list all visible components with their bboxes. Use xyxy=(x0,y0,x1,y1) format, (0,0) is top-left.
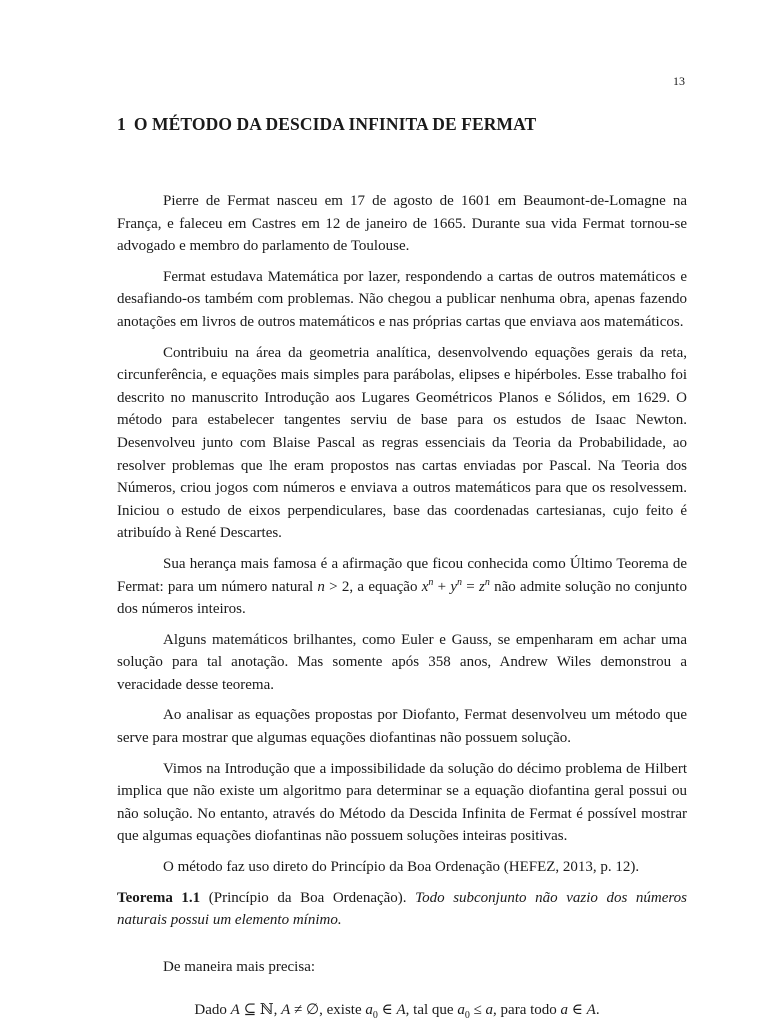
paragraph-last-theorem: Sua herança mais famosa é a afirmação que ficou conhecida como Último Teorema de Fermat: para um número natural n > 2, a equação $x^n + y^n = z^n$ não admite solução no conjunto dos números inteiros. xyxy=(117,555,687,618)
page-number: 13 xyxy=(673,74,685,88)
precise-intro: De maneira mais precisa: xyxy=(163,958,316,975)
paragraph-euler-gauss: Alguns matemáticos brilhantes, como Euler e Gauss, se empenharam em achar uma solução para tal anotação. Mas somente após 358 anos, Andrew Wiles demonstrou a veracidade desse teorema. xyxy=(117,631,687,693)
chapter-title xyxy=(117,114,536,135)
paragraph-contributions: Contribuiu na área da geometria analítica, desenvolvendo equações gerais da reta, circunferência, e equações mais simples para parábolas, elipses e hipérboles. Esse trabalho foi descrito no manuscrito Introdução aos Lugares Geométricos Planos e Sólidos, em 1629. O método para estabelecer tangentes serviu de base para os estudos de Isaac Newton. Desenvolveu junto com Blaise Pascal as regras essenciais da Teoria da Probabilidade, ao resolver problemas que lhe eram propostos nas cartas enviadas por Pascal. Na Teoria dos Números, criou jogos com números e enviava a outros matemáticos para que os resolvessem. Iniciou o estudo de eixos perpendiculares, base das coordenadas cartesianas, cujo feito é atribuído à René Descartes. xyxy=(117,344,687,542)
paragraph-hilbert: Vimos na Introdução que a impossibilidade da solução do décimo problema de Hilbert implica que não existe um algoritmo para determinar se a equação diofantina geral possui ou não solução. No entanto, através do Método da Descida Infinita de Fermat é possível mostrar que algumas equações diofantinas não possuem soluções inteiras positivas. xyxy=(117,760,687,845)
display-formula: Dado A ⊆ ℕ, A ≠ ∅, existe $a_0$ ∈ A, tal que $a_0 \le a$, para todo a ∈ A. xyxy=(194,1002,600,1022)
paragraph-well-ordering: O método faz uso direto do Princípio da Boa Ordenação (HEFEZ, 2013, p. 12). xyxy=(163,859,640,876)
theorem-name: (Princípio da Boa Ordenação). xyxy=(200,889,407,906)
chapter-number: 1 xyxy=(117,114,126,134)
fermat-equation: $x^n + y^n = z^n$ xyxy=(421,576,490,595)
body-text xyxy=(117,190,687,1022)
chapter-title-text: O MÉTODO DA DESCIDA INFINITA DE FERMAT xyxy=(133,114,537,134)
paragraph-diophantus: Ao analisar as equações propostas por Diofanto, Fermat desenvolveu um método que serve para mostrar que algumas equações diofantinas não possuem solução. xyxy=(117,707,687,747)
paragraph-biography: Pierre de Fermat nasceu em 17 de agosto de 1601 em Beaumont-de-Lomagne na França, e faleceu em Castres em 12 de janeiro de 1665. Durante sua vida Fermat tornou-se advogado e membro do parlamento de Toulouse. xyxy=(117,193,687,255)
paragraph-hobby: Fermat estudava Matemática por lazer, respondendo a cartas de outros matemáticos e desafiando-os também com problemas. Não chegou a publicar nenhuma obra, apenas fazendo anotações em livros de outros matemáticos e nas próprias cartas que enviava aos matemáticos. xyxy=(117,268,687,330)
theorem-label: Teorema 1.1 xyxy=(117,889,201,906)
theorem-statement: Todo subconjunto não vazio dos números naturais possui um elemento mínimo. xyxy=(117,889,687,929)
theorem-block xyxy=(117,887,687,932)
